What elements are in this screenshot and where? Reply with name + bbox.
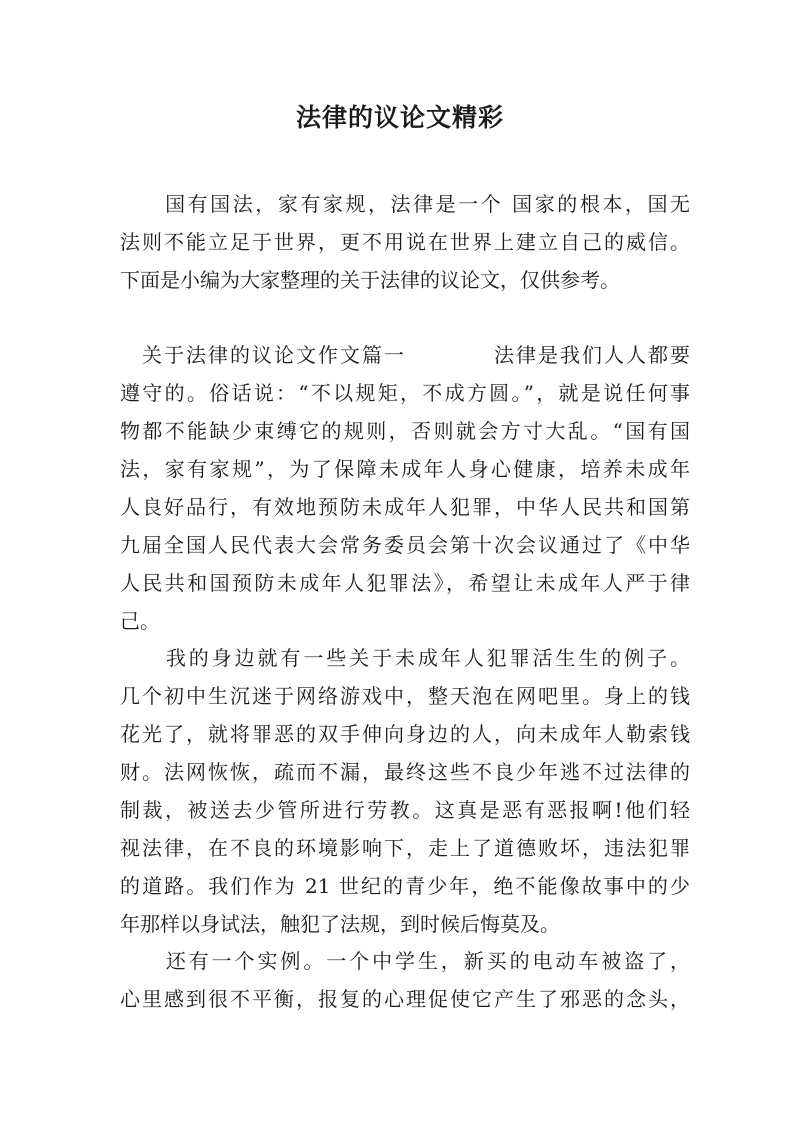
paragraph-line: 物都不能缺少束缚它的规则，否则就会方寸大乱。“国有国 xyxy=(120,419,690,443)
paragraph-line: 下面是小编为大家整理的关于法律的议论文，仅供参考。 xyxy=(120,268,620,292)
paragraph-line: 视法律，在不良的环境影响下，走上了道德败坏，违法犯罪 xyxy=(120,836,690,860)
paragraph-line: 的道路。我们作为 21 世纪的青少年，绝不能像故事中的少 xyxy=(120,874,690,898)
paragraph-line: 我的身边就有一些关于未成年人犯罪活生生的例子。 xyxy=(120,646,690,670)
paragraph-line: 财。法网恢恢，疏而不漏，最终这些不良少年逃不过法律的 xyxy=(120,760,690,784)
paragraph-line: 九届全国人民代表大会常务委员会第十次会议通过了《中华 xyxy=(120,533,690,557)
paragraph-line: 法，家有家规”，为了保障未成年人身心健康，培养未成年 xyxy=(120,457,690,481)
paragraph-line: 心里感到很不平衡，报复的心理促使它产生了邪恶的念头， xyxy=(120,987,690,1011)
paragraph-line: 遵守的。俗话说：“不以规矩，不成方圆。”，就是说任何事 xyxy=(120,381,690,405)
paragraph-line: 国有国法，家有家规，法律是一个 国家的根本，国无 xyxy=(120,192,690,216)
paragraph-line: 花光了，就将罪恶的双手伸向身边的人，向未成年人勒索钱 xyxy=(120,722,690,746)
paragraph-line: 关于法律的议论文作文篇一 法律是我们人人都要 xyxy=(120,343,690,367)
paragraph-line: 人民共和国预防未成年人犯罪法》，希望让未成年人严于律 xyxy=(120,571,690,595)
paragraph-line: 年那样以身试法，触犯了法规，到时候后悔莫及。 xyxy=(120,912,560,936)
paragraph-line: 制裁，被送去少管所进行劳教。这真是恶有恶报啊!他们轻 xyxy=(120,798,690,822)
paragraph-line: 还有一个实例。一个中学生，新买的电动车被盗了， xyxy=(120,949,690,973)
document-title: 法律的议论文精彩 xyxy=(295,103,504,132)
paragraph-line: 人良好品行，有效地预防未成年人犯罪，中华人民共和国第 xyxy=(120,495,690,519)
paragraph-line: 几个初中生沉迷于网络游戏中，整天泡在网吧里。身上的钱 xyxy=(120,684,690,708)
paragraph-line: 法则不能立足于世界，更不用说在世界上建立自己的威信。 xyxy=(120,230,690,254)
paragraph-line: 己。 xyxy=(120,609,160,633)
